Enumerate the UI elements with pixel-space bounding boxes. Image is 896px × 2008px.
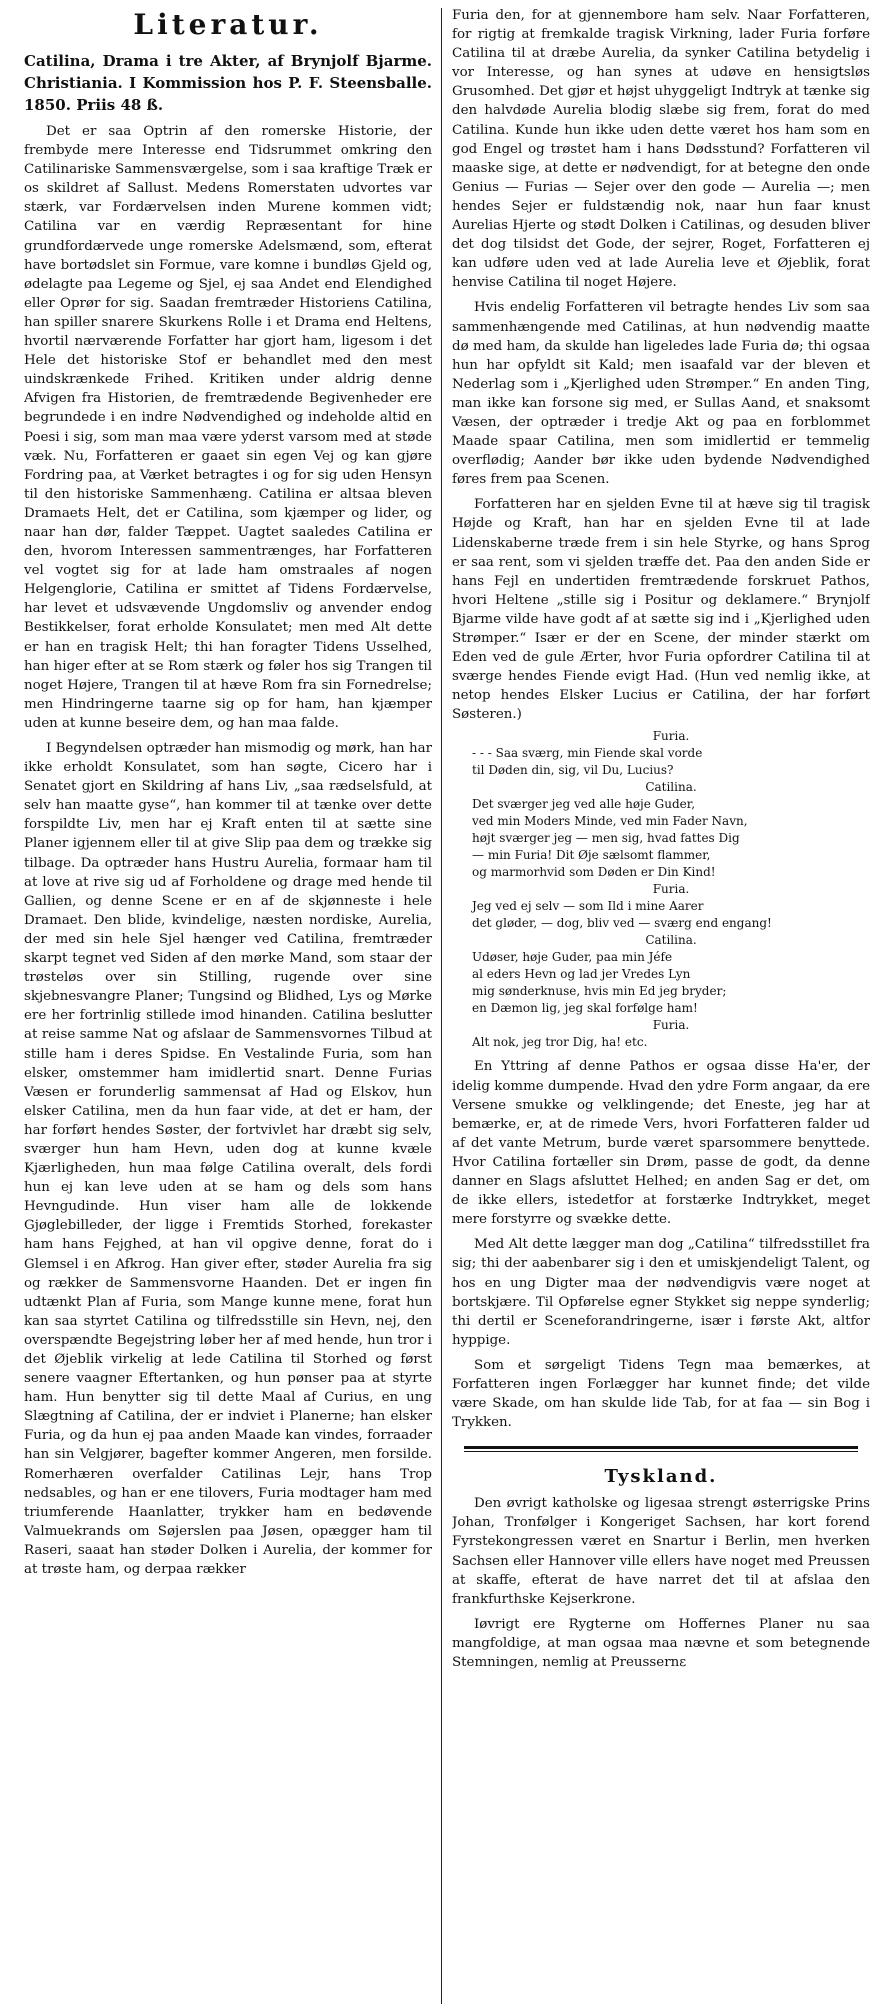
verse-line: ved min Moders Minde, ved min Fader Navn, <box>472 814 748 829</box>
right-paragraph-7: Den øvrigt katholske og ligesaa strengt østerrigske Prins Johan, Tronfølger i Kongeriget Sachsen, har kort forend Fyrstekongressen været en Snartur i Berlin, men hverken Sachsen eller Hannover ville ellers have noget med Preussen at skaffe, efterat de have narret det til at afslaa den frankfurthske Kejserkrone. <box>452 1496 870 1607</box>
right-paragraph-3: Forfatteren har en sjelden Evne til at hæve sig til tragisk Højde og Kraft, han har en sjelden Evne til at lade Lidenskaberne træde frem i sin hele Styrke, og hans Sprog er saa rent, som vi sjelden træffe det. Paa den anden Side er hans Fejl en undertiden fremtrædende forskruet Pathos, hvori Heltene „stille sig i Positur og deklamere.“ Brynjolf Bjarme vilde have godt af at sætte sig ind i „Kjerlighed uden Strømper.“ Især er der en Scene, der minder stærkt om Eden ved de gule Ærter, hvor Furia opfordrer Catilina til at sværge hendes Fiende evigt Had. (Hun ved nemlig ikke, at netop hendes Elsker Lucius er Catilina, der har forført Søsteren.) <box>452 497 870 723</box>
column-divider <box>441 8 442 2004</box>
right-paragraph-5: Med Alt dette lægger man dog „Catilina“ tilfredsstillet fra sig; thi der aabenbarer sig i den et umiskjendeligt Talent, og hos en ung Digter maa der nødvendigvis være noget at bortskjære. Til Opførelse egner Stykket sig neppe synderlig; thi dertil er Sceneforandringerne, især i første Akt, altfor hyppige. <box>452 1237 870 1348</box>
right-paragraph-8: Iøvrigt ere Rygterne om Hoffernes Planer nu saa mangfoldige, at man ogsaa maa nævne et som betegnende Stemningen, nemlig at Preussernε <box>452 1616 870 1670</box>
right-paragraph-2: Hvis endelig Forfatteren vil betragte hendes Liv som saa sammenhængende med Catilinas, at hun nødvendig maatte dø med ham, da skulde han ligeledes lade Furia dø; thi ogsaa hun har opfyldt sit Kald; men isaafald var der bleven et Nederlag som i „Kjerlighed uden Strømper.“ En anden Ting, man ikke kan forsone sig med, er Sullas Aand, et snaksomt Væsen, der optræder i tredje Akt og paa en forblommet Maade spaar Catilina, men som imidlertid er temmelig overflødig; Aander bør ikke uden bydende Nødvendighed føres frem paa Scenen. <box>452 300 870 488</box>
verse-line: til Døden din, sig, vil Du, Lucius? <box>472 763 674 778</box>
verse-line: og marmorhvid som Døden er Din Kind! <box>472 865 716 880</box>
right-paragraph-6: Som et sørgeligt Tidens Tegn maa bemærkes, at Forfatteren ingen Forlægger har kunnet finde; det vilde være Skade, om han skulde lide Tab, for at faa — sin Bog i Trykken. <box>452 1357 870 1431</box>
verse-quotation <box>472 728 870 1051</box>
speaker-label: Catilina. <box>645 780 697 795</box>
verse-line: al eders Hevn og lad jer Vredes Lyn <box>472 967 691 982</box>
right-paragraph-4: En Yttring af denne Pathos er ogsaa disse Ha'er, der idelig komme dumpende. Hvad den ydre Form angaar, da ere Versene smukke og velklingende; det Eneste, jeg har at bemærke, er, at de rimede Vers, hvori Forfatteren falder ud af det vante Metrum, burde været sparsommere benyttede. Hvor Catilina fortæller sin Drøm, passe de godt, da denne danner en Slags afsluttet Helhed; en anden Sag er det, om de ikke ellers, istedetfor at forstærke Indtrykket, meget mere forstyrre og svække dette. <box>452 1059 870 1228</box>
speaker-label: Catilina. <box>645 933 697 948</box>
left-paragraph-2: I Begyndelsen optræder han mismodig og mørk, han har ikke erholdt Konsulatet, som han søgte, Cicero har i Senatet gjort en Skildring af hans Liv, „saa rædselsfuld, at selv han maatte gyse“, han kommer til at tænke over dette forspildte Liv, men har ej Kraft enten til at sætte sine Planer igjennem eller til at give Slip paa dem og trække sig tilbage. Da optræder hans Hustru Aurelia, formaar ham til at love at rive sig ud af Forholdene og drage med hende til Gallien, og denne Scene er en af de skjønneste i hele Dramaet. Den blide, kvindelige, næsten nordiske, Aurelia, der med sin hele Sjel hænger ved Catilina, fremtræder skarpt tegnet ved Siden af den mørke Mand, som staar der trøsteløs over sin Stilling, rugende over sine skjebnesvangre Planer; Tungsind og Blidhed, Lys og Mørke ere her fortrinlig stillede imod hinanden. Catilina beslutter at reise samme Nat og afslaar de Sammensvornes Tilbud at stille ham i deres Spidse. En Vestalinde Furia, som han elsker, omstemmer ham imidlertid snart. Denne Furias Væsen er forunderlig sammensat af Had og Elskov, hun elsker Catilina, men da hun faar vide, at det er ham, der har forført hendes Søster, der fortvivlet har dræbt sig selv, sværger hun ham Hevn, uden dog at kunne kvæle Kjærligheden, hun maa følge Catilina overalt, dels fordi hun ej kan leve uden at se ham og dels som hans Hevngudinde. Hun viser ham alle de lokkende Gjøglebilleder, der ligge i Fremtids Storhed, forekaster ham hans Fejghed, at han vil opgive denne, forat do i Glemsel i en Afkrog. Han giver efter, støder Aurelia fra sig og rækker de Sammensvorne Haanden. Det er ingen fin udtænkt Plan af Furia, som Mange kunne mene, forat hun kan saa styrtet Catilina og tilfredsstille sin Hevn, nej, den overspændte Begejstring løber her af med hende, hun tror i det Øjeblik virkelig at lede Catilina til Storhed og først senere vaagner Eftertanken, og hun pønser paa at styrte ham. Hun benytter sig til dette Maal af Curius, en ung Slægtning af Catilina, der er indviet i Planerne; han elsker Furia, og da hun ej paa anden Maade kan vindes, forraader han sin Velgjører, bagefter kommer Angeren, men forsilde. Romerhæren overfalder Catilinas Lejr, hans Trop nedsables, og han er ene tilovers, Furia modtager ham med triumferende Haanlatter, trykker ham en bedøvende Valmuekrands om Søjerslen paa Jøsen, opægger ham til Raseri, saaat han støder Dolken i Aurelia, der kommer for at trøste ham, og derpaa rækker <box>24 741 432 1578</box>
verse-line: — min Furia! Dit Øje sælsomt flammer, <box>472 848 711 863</box>
speaker-label: Furia. <box>652 1018 690 1033</box>
verse-line: det gløder, — dog, bliv ved — sværg end engang! <box>472 916 772 931</box>
verse-line: Det sværger jeg ved alle høje Guder, <box>472 797 696 812</box>
speaker-label: Furia. <box>652 729 690 744</box>
review-title: Catilina, Drama i tre Akter, af Brynjolf Bjarme. Christiania. I Kommission hos P. F. Steensballe. 1850. Priis 48 ß. <box>24 52 432 114</box>
right-column <box>452 6 870 2002</box>
verse-line: - - - Saa sværg, min Fiende skal vorde <box>472 746 703 761</box>
verse-line: Jeg ved ej selv — som Ild i mine Aarer <box>472 899 704 914</box>
speaker-label: Furia. <box>652 882 690 897</box>
left-column <box>24 6 432 2002</box>
right-paragraph-1: Furia den, for at gjennembore ham selv. Naar Forfatteren, for rigtig at fremkalde tragisk Virkning, lader Furia forføre Catilina til at dræbe Aurelia, da synker Catilina betydelig i vor Interesse, og han synes at udøve en hensigtsløs Grusomhed. Det gjør et højst uhyggeligt Indtryk at tænke sig den halvdøde Aurelia blodig slæbe sig frem, forat do med Catilina. Kunde hun ikke uden dette været hos ham som en god Engel og trøstet ham i hans Dødsstund? Forfatteren vil maaske sige, at dette er nødvendigt, for at betegne den onde Genius — Furias — Sejer over den gode — Aurelia —; men hendes Sejer er fuldstændig nok, naar hun faar knust Aurelias Hjerte og stødt Dolken i Catilinas, og desuden bliver det dog tilsidst det Gode, der sejrer, Roget, Forfatteren ej kan udføre uden ved at lade Aurelia leve et Øjeblik, forat henvise Catilina til noget Højere. <box>452 8 870 291</box>
verse-line: Alt nok, jeg tror Dig, ha! etc. <box>472 1035 648 1050</box>
verse-line: en Dæmon lig, jeg skal forfølge ham! <box>472 1001 698 1016</box>
verse-line: højt sværger jeg — men sig, hvad fattes Dig <box>472 831 740 846</box>
verse-line: Udøser, høje Guder, paa min Jéfe <box>472 950 673 965</box>
section-heading-tyskland: Tyskland. <box>604 1466 718 1488</box>
verse-line: mig sønderknuse, hvis min Ed jeg bryder; <box>472 984 727 999</box>
section-separator-rule <box>464 1446 858 1452</box>
left-paragraph-1: Det er saa Optrin af den romerske Historie, der frembyde mere Interesse end Tidsrummet omkring den Catilinariske Sammensværgelse, som i saa kraftige Træk er os skildret af Sallust. Medens Romerstaten udvortes var stærk, var Fordærvelsen inden Murene kommen vidt; Catilina var en værdig Repræsentant for hine grundfordærvede unge romerske Adelsmænd, som, efterat have bortødslet sin Formue, vare komne i bundløs Gjeld og, ødelagte paa Legeme og Sjel, ej saa Andet end Elendighed eller Oprør for sig. Saadan fremtræder Historiens Catilina, han spiller snarere Skurkens Rolle i et Drama end Heltens, hvortil nærværende Forfatter har gjort ham, ligesom i det Hele det historiske Stof er behandlet med den mest uindskrænkede Frihed. Kritiken under aldrig denne Afvigen fra Historien, de fremtrædende Begivenheder ere begrundede i en indre Nødvendighed og indeholde altid en Poesi i sig, som man maa være yderst varsom med at støde væk. Nu, Forfatteren er gaaet sin egen Vej og kan gjøre Fordring paa, at Værket betragtes i og for sig uden Hensyn til den historiske Sammenhæng. Catilina er altsaa bleven Dramaets Helt, det er Catilina, som kjæmper og lider, og naar han dør, falder Tæppet. Uagtet saaledes Catilina er den, hvorom Interessen sammentrænges, har Forfatteren vel vogtet sig for at lade ham omstraales af nogen Helgenglorie, Catilina er smittet af Tidens Fordærvelse, har levet et udsvævende Ungdomsliv og anvender endog Bestikkelser, forat erholde Konsulatet; men med Alt dette er han en tragisk Helt; thi han foragter Tidens Usselhed, han higer efter at se Rom stærk og føler hos sig Trangen til noget Højere, Trangen til at hæve Rom fra sin Fornedrelse; men Hindringerne taarne sig op for ham, han kjæmper uden at kunne beseire dem, og han maa falde. <box>24 124 432 731</box>
section-heading-literatur: Literatur. <box>133 8 323 41</box>
